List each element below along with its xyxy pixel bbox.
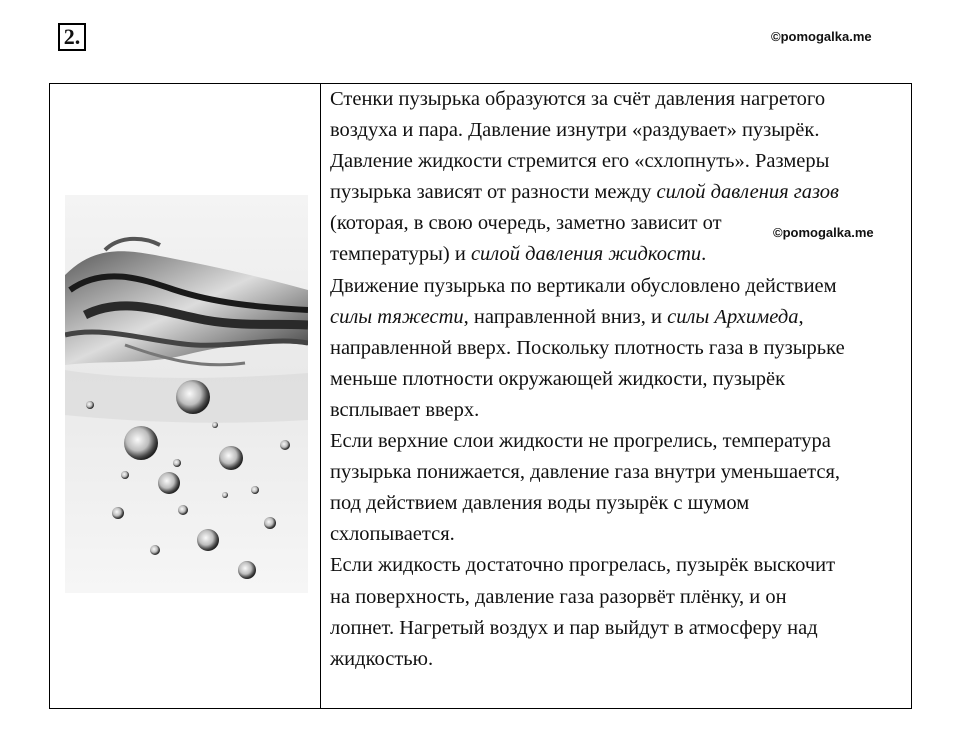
watermark-inline: ©pomogalka.me [773,225,874,240]
text-line [330,644,906,675]
text-segment: пузырька понижается, давление газа внутри уменьшается, [330,461,841,484]
bubbles-illustration [65,195,308,593]
task-number: 2. [58,23,86,51]
italic-term: силы тяжести [330,305,464,328]
text-segment: Движение пузырька по вертикали обусловлено действием [330,274,837,297]
text-line [330,146,906,177]
text-line [330,239,906,270]
text-segment: Давление жидкости стремится его «схлопнуть». Размеры [330,150,830,173]
text-segment: на поверхность, давление газа разорвёт плёнку, и он [330,585,787,608]
text-segment: под действием давления воды пузырёк с шумом [330,492,750,515]
text-line [330,426,906,457]
text-segment: схлопывается. [330,523,455,546]
text-line [330,177,906,208]
explanation-text [330,84,906,675]
text-line [330,457,906,488]
text-segment: (которая, в свою очередь, заметно зависит от [330,212,722,235]
text-segment: всплывает вверх. [330,398,480,421]
italic-term: силы Архимеда [667,305,799,328]
text-segment: температуры) и [330,243,471,266]
text-line [330,302,906,333]
text-segment: Если верхние слои жидкости не прогрелись, температура [330,430,831,453]
text-segment: Стенки пузырька образуются за счёт давления нагретого [330,88,826,110]
watermark-top: ©pomogalka.me [771,29,872,44]
text-line [330,550,906,581]
text-line [330,364,906,395]
text-segment: меньше плотности окружающей жидкости, пузырёк [330,367,786,390]
text-segment: , направленной вниз, и [463,305,668,328]
text-segment: . [701,243,707,266]
text-line [330,582,906,613]
text-segment: направленной вверх. Поскольку плотность газа в пузырьке [330,336,845,359]
text-line [330,613,906,644]
text-segment: , [798,305,804,328]
text-line [330,84,906,115]
text-segment: лопнет. Нагретый воздух и пар выйдут в атмосферу над [330,616,818,639]
italic-term: силой давления газов [656,181,839,204]
italic-term: силой давления жидкости [470,243,702,266]
text-line [330,271,906,302]
text-line [330,115,906,146]
table-column-divider [320,83,321,709]
text-segment: воздуха и пара. Давление изнутри «раздувает» пузырёк. [330,119,820,142]
text-line [330,333,906,364]
text-segment: пузырька зависят от разности между [330,181,657,204]
text-segment: жидкостью. [330,647,434,670]
text-line [330,395,906,426]
text-line [330,488,906,519]
text-segment: Если жидкость достаточно прогрелась, пузырёк выскочит [330,554,836,577]
text-line [330,519,906,550]
